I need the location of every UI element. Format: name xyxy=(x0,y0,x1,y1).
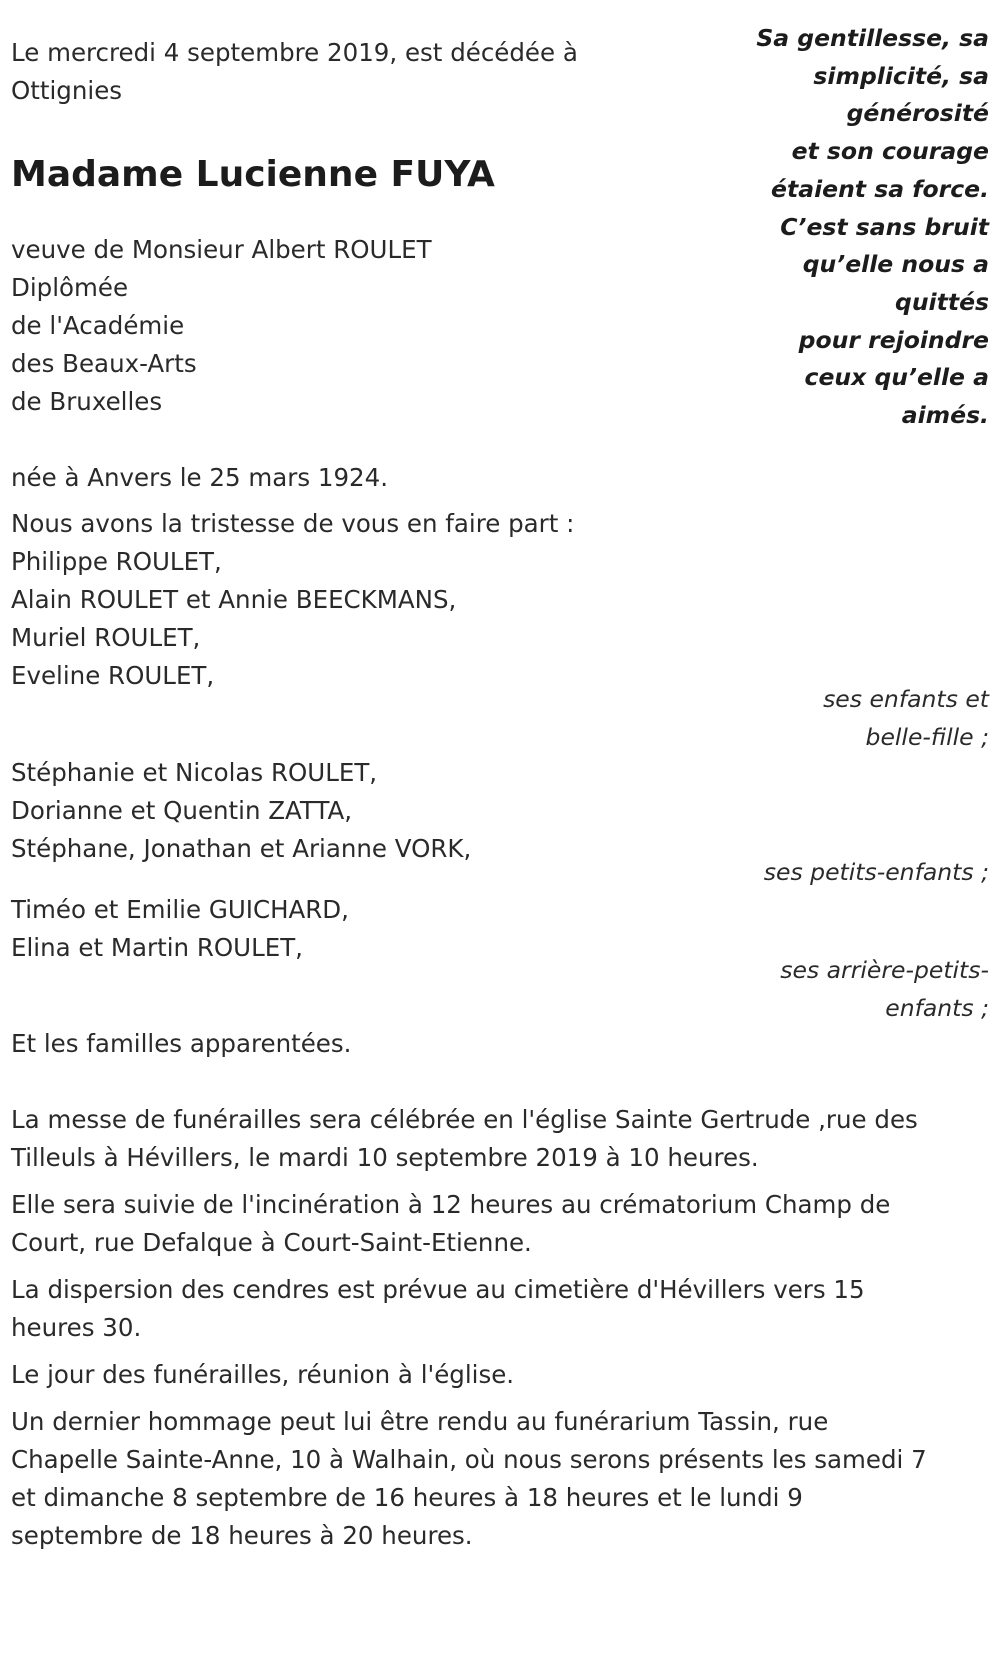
grandchildren-label: ses petits-enfants ; xyxy=(763,858,989,886)
relatives-line: Et les familles apparentées. xyxy=(11,1029,352,1058)
quote-line: C’est sans bruit xyxy=(780,212,989,241)
quote-line: simplicité, sa xyxy=(813,61,989,90)
ashes-paragraph: La dispersion des cendres est prévue au cimetière d'Hévillers vers 15 heures 30. xyxy=(11,1275,865,1342)
child-name: Alain ROULET et Annie BEECKMANS, xyxy=(11,585,457,614)
great-grandchild-name: Elina et Martin ROULET, xyxy=(11,933,303,962)
mass-paragraph: La messe de funérailles sera célébrée en l'église Sainte Gertrude ,rue des Tilleuls à Hévillers, le mardi 10 septembre 2019 à 10 heures. xyxy=(11,1105,918,1172)
great-grandchildren-label: ses arrière-petits- enfants ; xyxy=(780,956,989,1022)
quote-line: pour rejoindre xyxy=(798,325,989,354)
detail-line: Diplômée xyxy=(11,273,129,302)
meeting-line: Le jour des funérailles, réunion à l'église. xyxy=(11,1360,515,1389)
detail-line: veuve de Monsieur Albert ROULET xyxy=(11,235,432,264)
child-name: Eveline ROULET, xyxy=(11,661,215,690)
great-grandchild-name: Timéo et Emilie GUICHARD, xyxy=(11,895,349,924)
grandchild-name: Stéphane, Jonathan et Arianne VORK, xyxy=(11,834,472,863)
detail-line: de Bruxelles xyxy=(11,387,163,416)
quote-line: Sa gentillesse, sa xyxy=(756,24,989,52)
memorial-quote xyxy=(719,20,989,435)
quote-line: quittés xyxy=(895,287,989,316)
detail-line: de l'Académie xyxy=(11,311,185,340)
deceased-name: Madame Lucienne FUYA xyxy=(11,154,495,195)
grandchild-name: Dorianne et Quentin ZATTA, xyxy=(11,796,353,825)
child-name: Philippe ROULET, xyxy=(11,547,222,576)
quote-line: étaient sa force. xyxy=(771,174,989,203)
notice-line: Nous avons la tristesse de vous en faire part : xyxy=(11,509,575,538)
intro-line-2: Ottignies xyxy=(11,76,123,105)
cremation-paragraph: Elle sera suivie de l'incinération à 12 heures au crématorium Champ de Court, rue Defalque à Court-Saint-Etienne. xyxy=(11,1190,891,1257)
quote-line: ceux qu’elle a xyxy=(804,363,989,392)
quote-line: qu’elle nous a xyxy=(802,250,989,279)
children-label: ses enfants et belle-fille ; xyxy=(823,685,989,751)
detail-line: des Beaux-Arts xyxy=(11,349,197,378)
tribute-paragraph: Un dernier hommage peut lui être rendu au funérarium Tassin, rue Chapelle Sainte-Anne, 10 à Walhain, où nous serons présents les samedi 7 et dimanche 8 septembre de 16 heures à 18 heures et le lundi 9 septembre de 18 heures à 20 heures. xyxy=(11,1407,927,1550)
grandchild-name: Stéphanie et Nicolas ROULET, xyxy=(11,758,378,787)
intro-line-1: Le mercredi 4 septembre 2019, est décédée à xyxy=(11,38,578,67)
quote-line: aimés. xyxy=(901,401,989,430)
child-name: Muriel ROULET, xyxy=(11,623,201,652)
birth-line: née à Anvers le 25 mars 1924. xyxy=(11,463,389,492)
quote-line: générosité xyxy=(846,99,989,128)
quote-line: et son courage xyxy=(791,137,989,166)
